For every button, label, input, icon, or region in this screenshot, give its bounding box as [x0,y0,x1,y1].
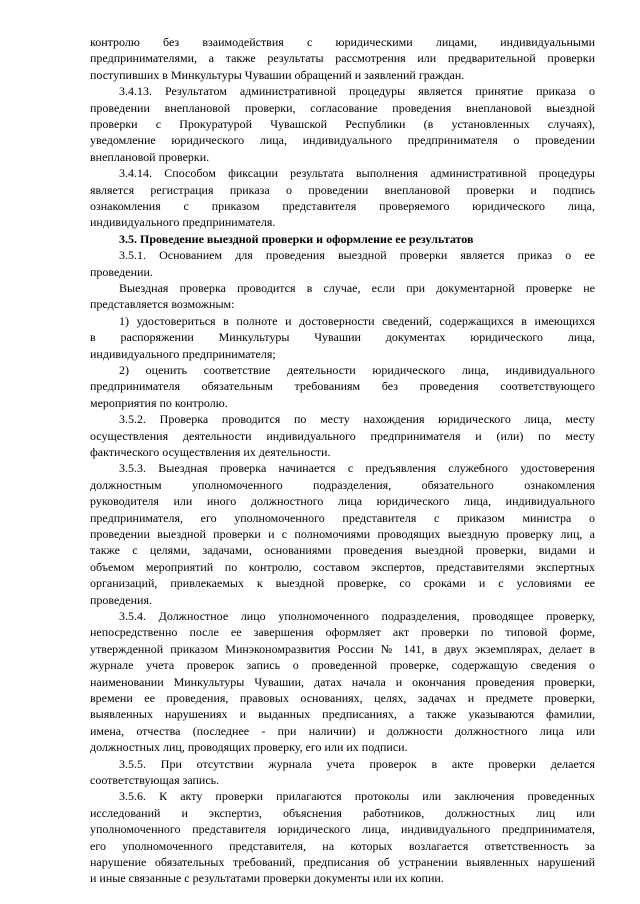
text-line: 3.5.2. Проверка проводится по месту нахождения юридического лица, месту [119,412,595,427]
text-line: индивидуального предпринимателя; [90,346,276,361]
text-line: проведении внеплановой проверки, согласование проведения внеплановой выездной [90,100,595,115]
text-line: 3.5.3. Выездная проверка начинается с предъявления служебного удостоверения [119,461,595,476]
text-line: должностным уполномоченного подразделения, обязательного ознакомления [90,477,595,492]
text-line: внеплановой проверки. [90,149,210,164]
text-line: наименовании Минкультуры Чувашии, датах начала и окончания проведения проверки, [90,674,595,689]
text-line: осуществления деятельности индивидуального предпринимателя и (или) по месту [90,428,595,443]
text-line: 3.5.4. Должностное лицо уполномоченного подразделения, проводящее проверку, [119,609,595,623]
text-line: ознакомления с приказом представителя проверяемого юридического лица, [90,199,595,213]
text-line: времени ее проведения, правовых основаниях, целях, задачах и предмете проверки, [90,691,595,705]
text-line: 1) удостовериться в полноте и достоверности сведений, содержащихся в имеющихся [119,313,595,328]
text-line: непосредственно после ее завершения оформляет акт проверки по типовой форме, [90,625,595,640]
text-line: 3.5.1. Основанием для проведения выездной проверки является приказ о ее [119,248,595,263]
text-line: организаций, привлекаемых к выездной проверке, со сроками и с условиями ее [90,576,595,591]
text-line: утвержденной приказом Минэкономразвития России № 141, в двух экземплярах, делает в [90,641,595,656]
text-line: уполномоченного представителя юридического лица, индивидуального предпринимателя, [90,822,595,837]
text-line: и иные связанные с результатами проверки документы или их копии. [90,871,444,886]
text-line: соответствующая запись. [90,773,220,787]
text-line: предпринимателя, его уполномоченного представителя с приказом министра о [90,510,595,525]
text-line: руководителя или иного должностного лица юридического лица, индивидуального [90,494,595,509]
text-line: контролю без взаимодействия с юридическими лицами, индивидуальными [90,35,595,49]
text-line: в распоряжении Минкультуры Чувашии документах юридического лица, [90,330,595,345]
text-line: проведении. [90,264,153,279]
text-line: является регистрация приказа о проведении внеплановой проверки и подпись [90,182,595,197]
text-line: Выездная проверка проводится в случае, если при документарной проверке не [119,281,595,295]
text-line: 3.5.6. К акту проверки прилагаются протоколы или заключения проведенных [119,789,595,804]
text-line: его уполномоченного представителя, на которых возлагается ответственность за [90,838,595,853]
text-line: нарушение обязательных требований, предписания об устранении выявленных нарушений [90,855,595,869]
text-line: поступивших в Минкультуры Чувашии обращений и заявлений граждан. [90,67,465,82]
text-line: должностных лиц, проводящих проверку, его или их подписи. [90,740,408,755]
text-line: уведомление юридического лица, индивидуального предпринимателя о проведении [90,133,595,148]
text-line: также с целями, задачами, основаниями проведения выездной проверки, видами и [90,543,595,558]
text-line: выявленных нарушениях и выданных предписаниях, а также указываются фамилии, [90,707,595,722]
section-heading: 3.5. Проведение выездной проверки и оформление ее результатов [119,231,474,246]
text-line: объемом мероприятий по контролю, составом экспертов, представителями экспертных [90,559,595,574]
text-line: 2) оценить соответствие деятельности юридического лица, индивидуального [119,363,595,377]
text-line: проведении выездной проверки и с полномочиями проводящих выездную проверку лиц, а [90,527,595,541]
text-line: предпринимателями, а также результаты рассмотрения или предварительной проверки [90,51,595,66]
text-line: 3.4.14. Способом фиксации результата выполнения административной процедуры [119,166,595,181]
text-line: 3.4.13. Результатом административной процедуры является принятие приказа о [119,84,595,99]
text-line: проверки с Прокуратурой Чувашской Республики (в установленных случаях), [90,117,595,131]
text-line: 3.5.5. При отсутствии журнала учета проверок в акте проверки делается [119,756,595,771]
text-line: фактического осуществления их деятельности. [90,445,331,459]
text-line: предпринимателя обязательным требованиям без проведения соответствующего [90,379,595,394]
text-line: проведения. [90,592,152,607]
text-line: представляется возможным: [90,297,235,312]
text-line: мероприятия по контролю. [90,395,228,410]
text-line: индивидуального предпринимателя. [90,215,276,230]
text-line: имена, отчества (последнее - при наличии) и должности должностного лица или [90,723,595,738]
text-line: журнале учета проверок запись о проведенной проверке, содержащую сведения о [90,658,595,673]
text-line: исследований и экспертиз, объяснения работников, должностных лиц или [90,805,595,820]
